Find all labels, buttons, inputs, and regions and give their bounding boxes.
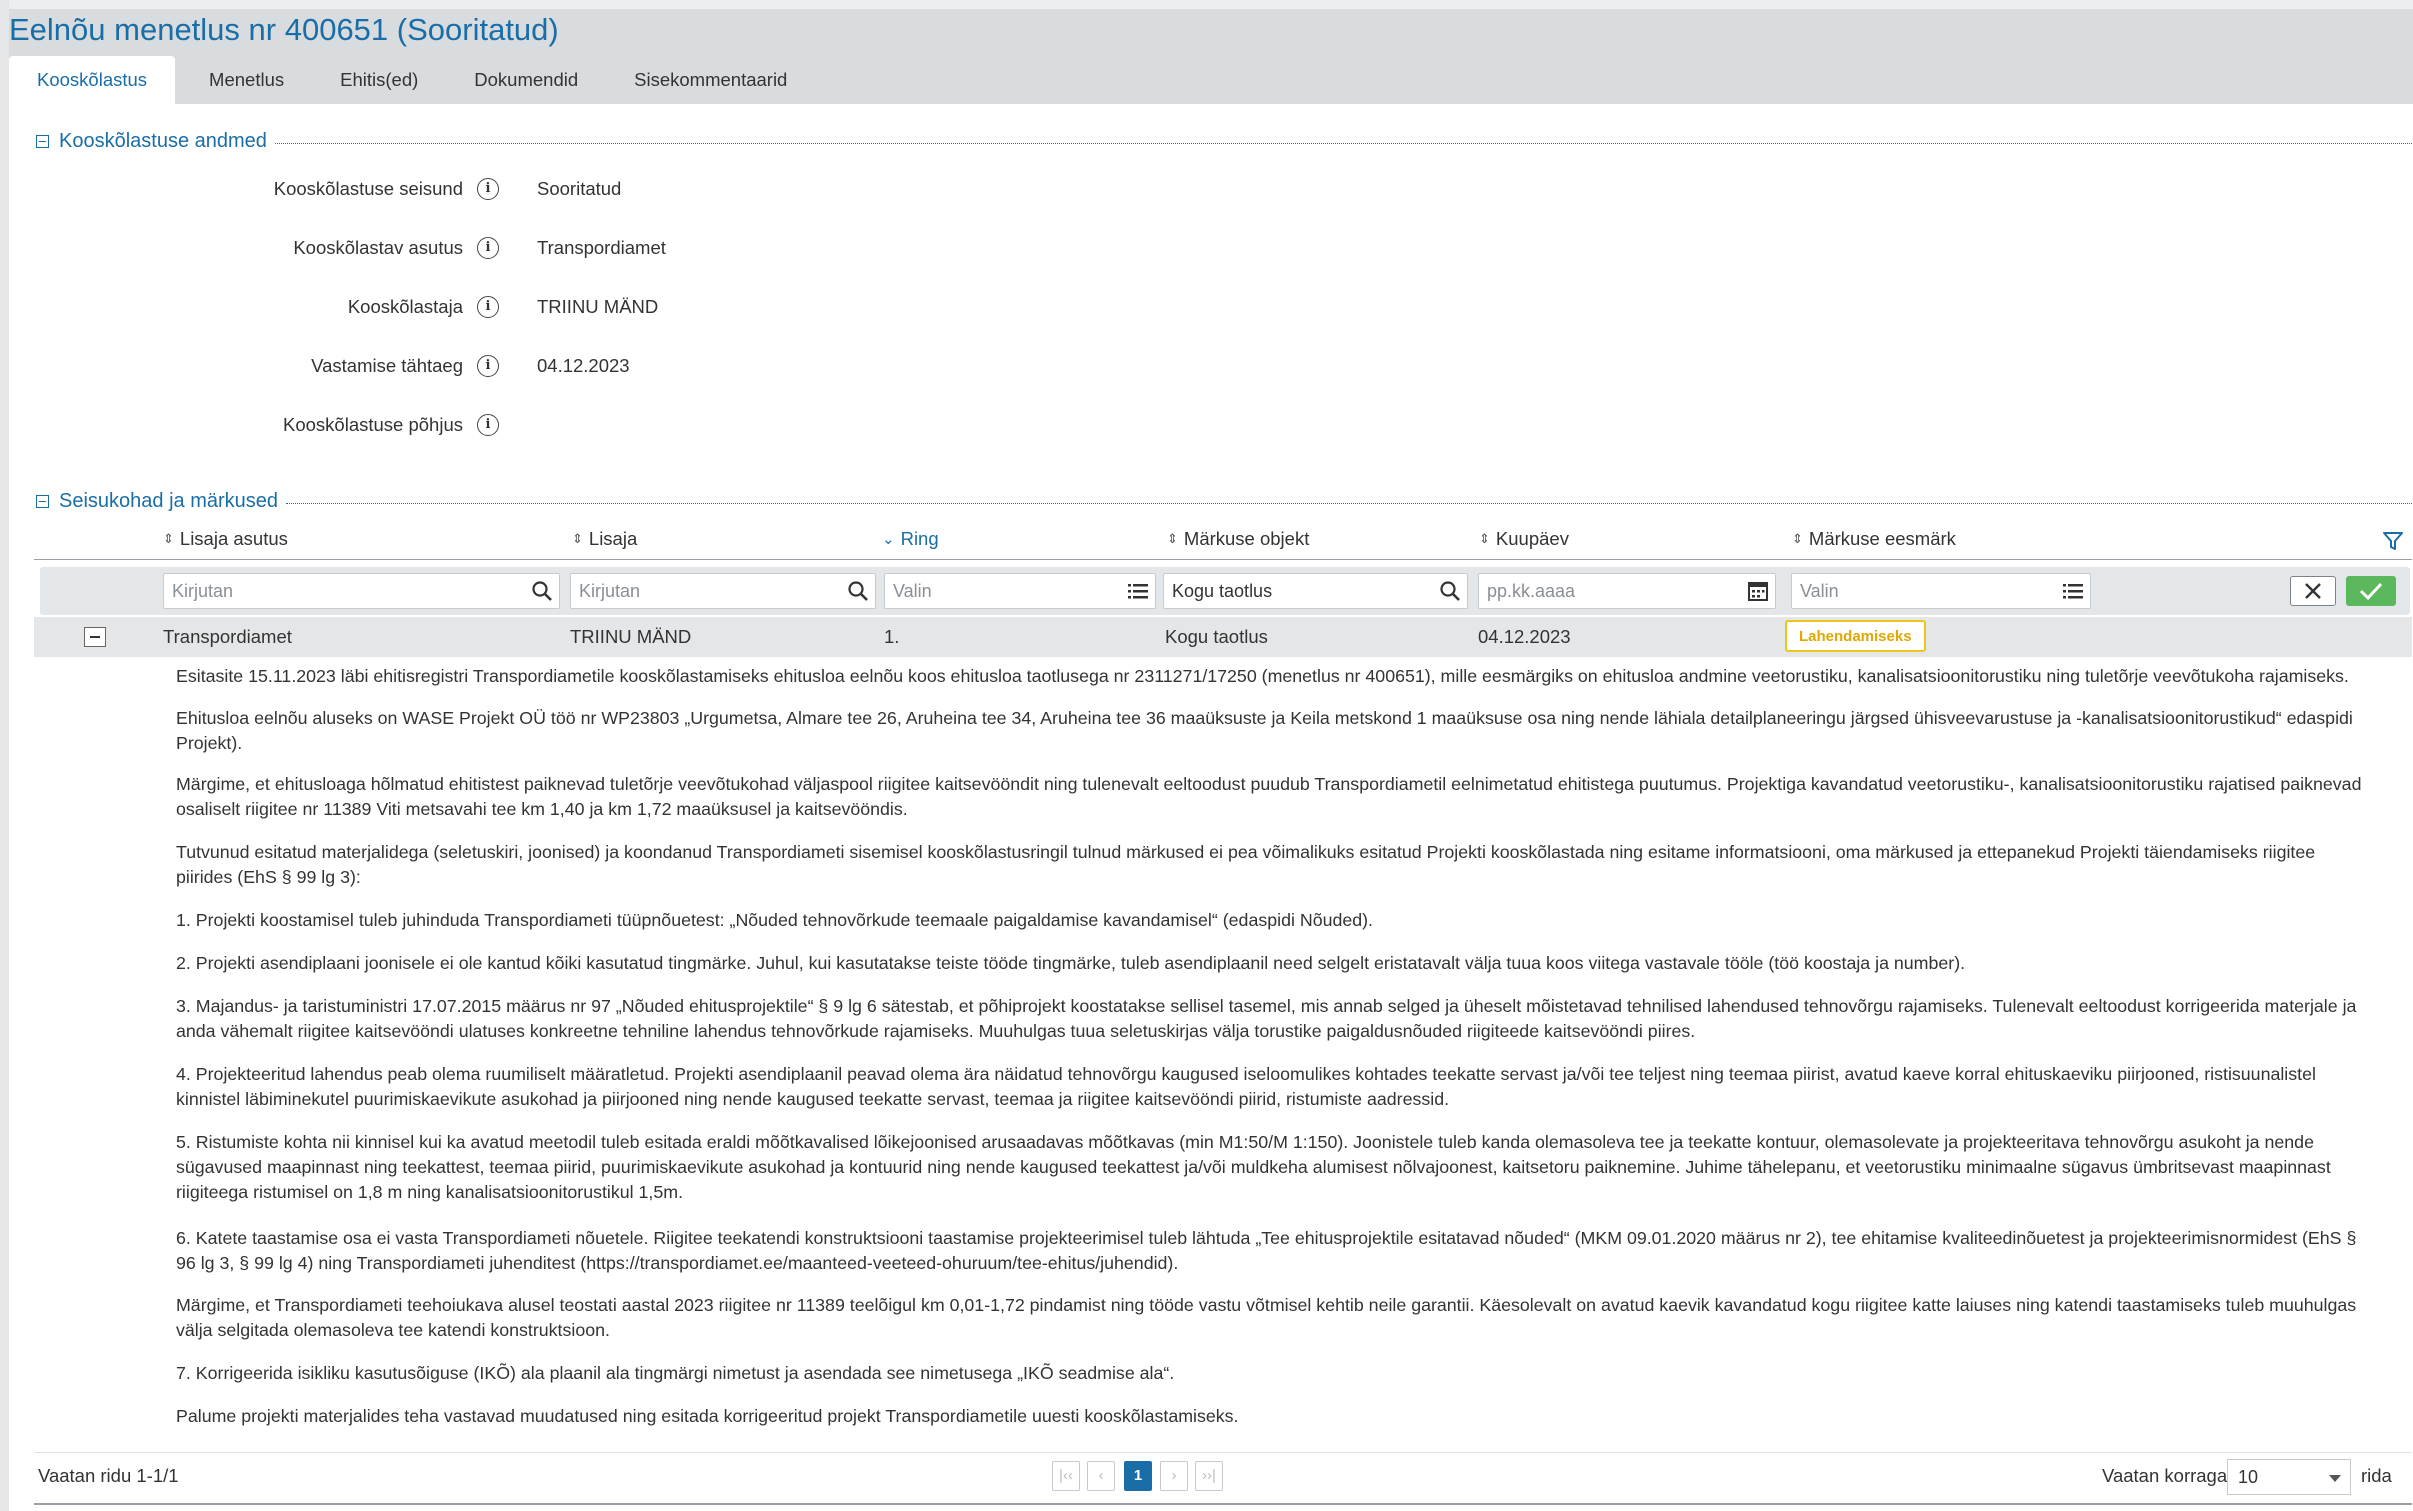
cell-lisaja-asutus: Transpordiamet — [163, 626, 292, 647]
section-title[interactable]: Seisukohad ja märkused — [59, 490, 279, 512]
page-title: Eelnõu menetlus nr 400651 (Sooritatud) — [9, 12, 559, 47]
rows-suffix-label: rida — [2361, 1465, 2392, 1486]
list-icon[interactable] — [2062, 580, 2084, 602]
section-seisukohad — [36, 490, 2412, 513]
list-icon[interactable] — [1127, 580, 1149, 602]
tab-kooskolastus[interactable]: Kooskõlastus — [9, 56, 175, 104]
section-kooskolastuse-andmed — [36, 130, 2412, 153]
tab-ehitised[interactable]: Ehitis(ed) — [340, 69, 419, 90]
apply-filters-button[interactable] — [2346, 576, 2396, 606]
comment-paragraph: 1. Projekti koostamisel tuleb juhinduda Transpordiameti tüüpnõuetest: „Nõuded tehnovõrkude teemaale paigaldamise kavandamisel“ (edaspidi Nõuded). — [176, 910, 1373, 930]
bottom-divider — [34, 1503, 2412, 1505]
info-icon[interactable]: i — [477, 414, 499, 436]
field-value: TRIINU MÄND — [537, 296, 659, 317]
cell-kuupaev: 04.12.2023 — [1478, 626, 1571, 647]
column-header-kuupaev[interactable]: ⇕ Kuupäev — [1479, 528, 1569, 549]
comment-paragraph: Tutvunud esitatud materjalidega (seletuskiri, joonised) ja koondanud Transpordiameti sisemisel kooskõlastusringil tulnud märkused ei pea võimalikuks esitatud Projekti kooskõlastada ning esitame informatsiooni, oma märkused ja ettepanekud Projekti täiendamiseks riigitee piirides (EhS § 99 lg 3): — [176, 842, 2316, 887]
sort-icon: ⇕ — [1167, 531, 1178, 546]
info-icon[interactable]: i — [477, 296, 499, 318]
filter-markuse-eesmark-select[interactable]: Valin — [1791, 573, 2091, 609]
comment-paragraph: 5. Ristumiste kohta nii kinnisel kui ka avatud meetodil tuleb esitada eraldi mõõtkavalised lõikejoonised arusaadavas mõõtkavas (min M1:50/M 1:150). Joonistele tuleb kanda olemasoleva tee ja teekatte kontuur, olemasolevate ja projekteeritava tehnovõrgu asukoht ja nende sügavused maapinnast ning teekattest, teemaa piirid, puurimiskaevikute asukohad ja kontuurid ning nende kaugused teekattest ja/või muldkeha alumisest nõlvajoonest, kaitsetoru paiknemine. Juhime tähelepanu, et veetorustiku minimaalne sügavus ümbritsevast maapinnast riigiteega ristumisel on 1,8 m ning kanalisatsioonitorustikul 1,5m. — [176, 1132, 2331, 1202]
comment-paragraph: 3. Majandus- ja taristuministri 17.07.2015 määrus nr 97 „Nõuded ehitusprojektile“ § 9 lg 6 sätestab, et põhiprojekt koostatakse sellisel tasemel, mis annab selged ja üheselt mõistetavad tehnilised lahendused tehnovõrgu rajamiseks. Tulenevalt eeltoodust korrigeerida materjale ja anda vähemalt riigitee kaitsevööndi ulatuses konkreetne tehniline lahendus tehnovõrkude rajamiseks. Muuhulgas tuua seletuskirjas välja torustike paigaldusnõuded riigiteede kaitsevööndi piires. — [176, 996, 2357, 1041]
column-header-lisaja-asutus[interactable]: ⇕ Lisaja asutus — [163, 528, 288, 549]
column-header-lisaja[interactable]: ⇕ Lisaja — [572, 528, 638, 549]
comment-paragraph: Esitasite 15.11.2023 läbi ehitisregistri Transpordiametile kooskõlastamiseks ehitusloa eelnõu koos ehitusloa taotlusega nr 2311271/17250 (menetlus nr 400651), mille eesmärgiks on ehitusloa andmine veetorustiku, kanalisatsioonitorustiku ning tuletõrje veevõtukoha rajamiseks. — [176, 666, 2349, 686]
comment-paragraph: 4. Projekteeritud lahendus peab olema ruumiliselt määratletud. Projekti asendiplaanil peavad olema ära näidatud tehnovõrgu kaugused iseloomulikes kohtades teekatte servast ja/või tee teljest ning teemaa piirist, avatud kaeve korral ehituskaeviku piirjooned, ristisuunalistel kinnistel läbiminekutel puurimiskaevikute asukohad ja piirjooned ning nende kaugused teekatte servast, teemaa ja riigitee kaitsevööndi piirid, ristumiste aadressid. — [176, 1064, 2316, 1109]
filter-lisaja-asutus-input[interactable]: Kirjutan — [163, 573, 560, 609]
chevron-down-icon — [2329, 1475, 2341, 1482]
top-strip — [0, 0, 2413, 9]
column-header-markuse-objekt[interactable]: ⇕ Märkuse objekt — [1167, 528, 1310, 549]
field-label: Kooskõlastav asutus — [293, 237, 463, 258]
search-icon[interactable] — [1439, 580, 1461, 602]
field-label: Vastamise tähtaeg — [311, 355, 463, 376]
sort-icon: ⇕ — [1792, 531, 1803, 546]
calendar-icon[interactable] — [1747, 580, 1769, 602]
pager-last-button[interactable]: ››| — [1195, 1461, 1223, 1491]
search-icon[interactable] — [531, 580, 553, 602]
field-label: Kooskõlastaja — [347, 296, 463, 317]
comment-paragraph: Palume projekti materjalides teha vastavad muudatused ning esitada korrigeeritud projekt Transpordiametile uuesti kooskõlastamiseks. — [176, 1406, 1239, 1426]
comment-paragraph: 2. Projekti asendiplaani joonisele ei ole kantud kõiki kasutatud tingmärke. Juhul, kui kasutatakse teiste tööde tingmärke, tuleb asendiplaanil need selgelt eristatavalt välja tuua koos viitega vastavale tööle (töö koostaja ja number). — [176, 953, 1966, 973]
filter-lisaja-input[interactable]: Kirjutan — [570, 573, 876, 609]
clear-filters-button[interactable] — [2290, 576, 2336, 606]
sort-icon: ⇕ — [163, 531, 174, 546]
filter-kuupaev-input[interactable]: pp.kk.aaaa — [1478, 573, 1776, 609]
field-value: Sooritatud — [537, 178, 622, 199]
field-label: Kooskõlastuse seisund — [273, 178, 463, 199]
field-kooskolastaja — [0, 292, 900, 322]
pager-info: Vaatan ridu 1-1/1 — [38, 1465, 179, 1486]
field-seisund — [0, 174, 900, 204]
comment-paragraph: Märgime, et Transpordiameti teehoiukava alusel teostati aastal 2023 riigitee nr 11389 teelõigul km 0,01-1,72 pindamist ning tööde vastu võtmisel kehtib neile garantii. Käesolevalt on avatud kaevik kavandatud kogu riigitee katte laiuses ning katendi taastamiseks tuleb muuhulgas välja selgitada olemasoleva tee katendi konstruktsioon. — [176, 1295, 2357, 1340]
comment-paragraph: 6. Katete taastamise osa ei vasta Transpordiameti nõuetele. Riigitee teekatendi konstruktsiooni taastamise projekteerimisel tuleb lähtuda „Tee ehitusprojektile esitatavad nõuded“ (MKM 09.01.2020 määrus nr 2), tee ehitamise kvaliteedinõuetest ja projekteerimisnormidest (EhS § 96 lg 3, § 99 lg 4) ning Transpordiameti juhenditest (https://transpordiamet.ee/maanteed-veeteed-ohuruum/tee-ehitus/juhendid). — [176, 1228, 2357, 1273]
close-icon — [2291, 577, 2335, 605]
chevron-down-icon: ⌄ — [882, 531, 895, 548]
search-icon[interactable] — [847, 580, 869, 602]
tab-dokumendid[interactable]: Dokumendid — [474, 69, 579, 90]
field-asutus — [0, 233, 900, 263]
field-label: Kooskõlastuse põhjus — [283, 414, 463, 435]
field-value: Transpordiamet — [537, 237, 666, 258]
cell-ring: 1. — [884, 626, 900, 647]
comment-paragraph: Ehitusloa eelnõu aluseks on WASE Projekt OÜ töö nr WP23803 „Urgumetsa, Almare tee 26, Aruheina tee 34, Aruheina tee 36 maaüksuste ja Keila metskond 1 maaüksuse osa ning nende lähiala detailplaneeringu järgsed ühisveevarustuse ja -kanalisatsioonitorustikud“ edaspidi Projekt). — [176, 708, 2353, 753]
info-icon[interactable]: i — [477, 237, 499, 259]
tab-bar — [9, 56, 815, 104]
filter-ring-select[interactable]: Valin — [884, 573, 1156, 609]
sort-icon: ⇕ — [1479, 531, 1490, 546]
field-value: 04.12.2023 — [537, 355, 630, 376]
comment-paragraph: Märgime, et ehitusloaga hõlmatud ehitistest paiknevad tuletõrje veevõtukohad väljaspool riigitee kaitsevööndit ning tulenevalt eeltoodust puudub Transpordiametil eelnimetatud ehitistega puutumus. Projektiga kavandatud veetorustiku-, kanalisatsioonitorustiku rajatised paiknevad osaliselt riigitee nr 11389 Viti metsavahi tee km 1,40 ja km 1,72 maaüksusel ja kaitsevööndis. — [176, 774, 2362, 819]
tab-sisekommentaarid[interactable]: Sisekommentaarid — [634, 69, 788, 90]
tab-menetlus[interactable]: Menetlus — [209, 69, 285, 90]
collapse-icon[interactable] — [36, 495, 49, 508]
section-divider — [286, 503, 2412, 504]
filter-icon[interactable] — [2382, 530, 2404, 552]
rows-per-page-select[interactable]: 10 — [2227, 1459, 2351, 1495]
section-divider — [275, 143, 2412, 144]
info-icon[interactable]: i — [477, 355, 499, 377]
column-header-ring[interactable]: ⌄ Ring — [882, 528, 939, 549]
rows-per-page-label: Vaatan korraga — [2102, 1465, 2228, 1486]
filter-markuse-objekt-input[interactable]: Kogu taotlus — [1163, 573, 1468, 609]
collapse-icon[interactable] — [36, 135, 49, 148]
pager-prev-button[interactable]: ‹ — [1087, 1461, 1115, 1491]
pager-page-1[interactable]: 1 — [1124, 1461, 1152, 1491]
pager-next-button[interactable]: › — [1160, 1461, 1188, 1491]
field-tahtaeg — [0, 351, 900, 381]
header-divider — [34, 559, 2412, 560]
column-header-markuse-eesmark[interactable]: ⇕ Märkuse eesmärk — [1792, 528, 1956, 549]
field-pohjus — [0, 410, 900, 440]
cell-lisaja: TRIINU MÄND — [570, 626, 692, 647]
section-title[interactable]: Kooskõlastuse andmed — [59, 130, 267, 152]
cell-markuse-objekt: Kogu taotlus — [1165, 626, 1268, 647]
pager-first-button[interactable]: |‹‹ — [1052, 1461, 1080, 1491]
check-icon — [2346, 576, 2396, 606]
footer-divider — [34, 1452, 2412, 1453]
status-badge: Lahendamiseks — [1785, 620, 1926, 652]
sort-icon: ⇕ — [572, 531, 583, 546]
left-gutter — [0, 0, 9, 1511]
row-collapse-button[interactable] — [84, 627, 106, 647]
info-icon[interactable]: i — [477, 178, 499, 200]
comment-paragraph: 7. Korrigeerida isikliku kasutusõiguse (IKÕ) ala plaanil ala tingmärgi nimetust ja asendada see nimetusega „IKÕ seadmise ala“. — [176, 1363, 1175, 1383]
